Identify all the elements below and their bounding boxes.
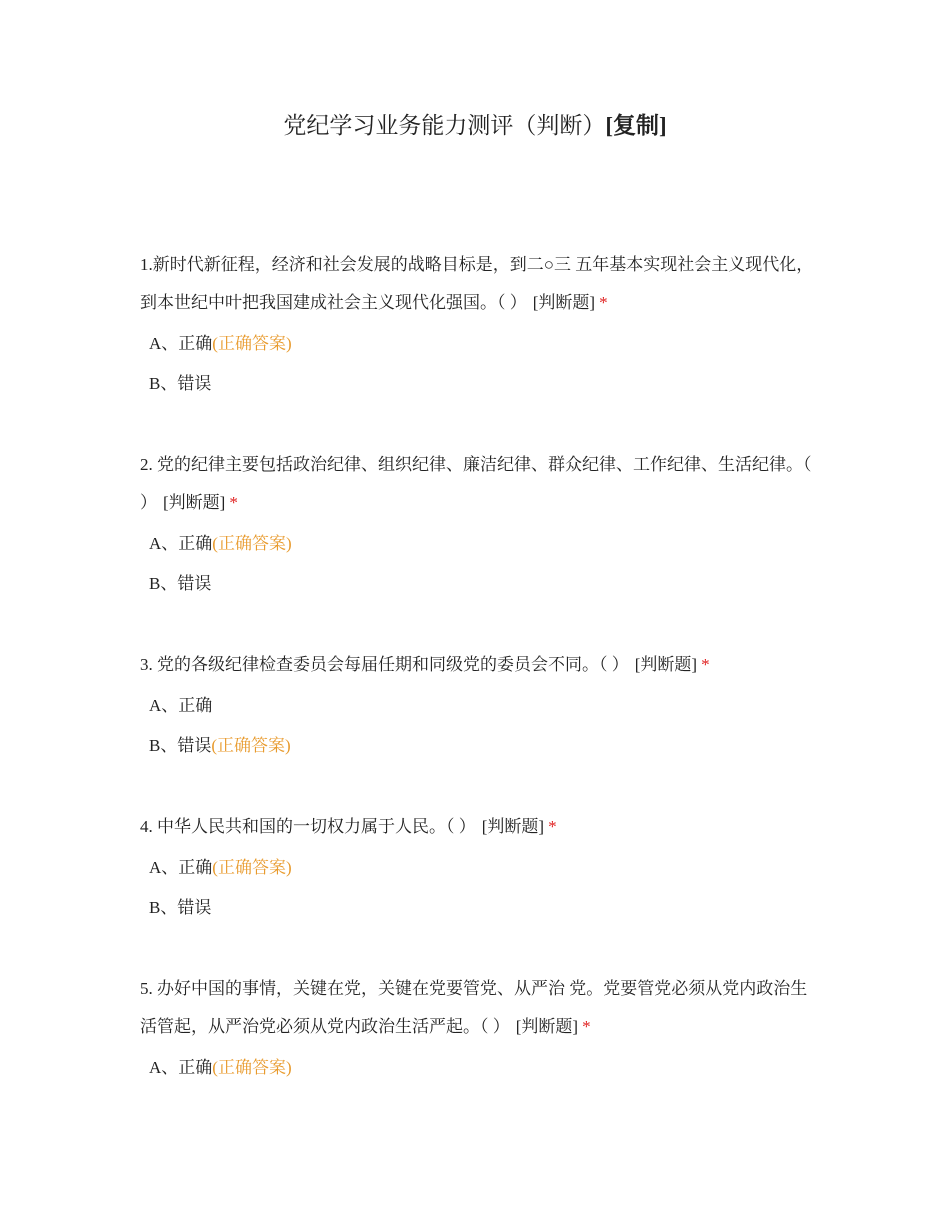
option-a[interactable] (140, 856, 820, 886)
copy-tag: [复制] (605, 113, 667, 138)
option-label: A、正确 (149, 858, 213, 877)
option-label: A、正确 (149, 696, 213, 715)
option-label: A、正确 (149, 334, 213, 353)
question-2 (140, 446, 820, 602)
question-1 (140, 246, 820, 402)
question-type-label: [判断题] (634, 655, 698, 674)
question-stem: 3. 党的各级纪律检查委员会每届任期和同级党的委员会不同。（ ） (140, 655, 629, 674)
question-text (140, 646, 820, 684)
question-text (140, 808, 820, 846)
question-stem: 2. 党的纪律主要包括政治纪律、组织纪律、廉洁纪律、群众纪律、工作纪律、生活纪律。（ ） (140, 455, 812, 512)
option-label: A、正确 (149, 1058, 213, 1077)
question-type-label: [判断题] (532, 293, 596, 312)
question-text (140, 446, 820, 522)
option-a[interactable] (140, 694, 820, 724)
option-a[interactable] (140, 332, 820, 362)
option-label: B、错误 (149, 898, 212, 917)
question-type-label: [判断题] (481, 817, 545, 836)
required-mark: * (599, 293, 608, 312)
option-label: A、正确 (149, 534, 213, 553)
question-type-label: [判断题] (163, 493, 226, 512)
option-b[interactable] (140, 572, 820, 602)
option-b[interactable] (140, 372, 820, 402)
required-mark: * (701, 655, 710, 674)
correct-answer-tag: (正确答案) (211, 736, 291, 755)
question-stem: 1.新时代新征程，经济和社会发展的战略目标是，到二○三 五年基本实现社会主义现代化，到本世纪中叶把我国建成社会主义现代化强国。（ ） (140, 255, 814, 312)
option-a[interactable] (140, 1056, 820, 1086)
question-text (140, 246, 820, 322)
question-stem: 5. 办好中国的事情，关键在党，关键在党要管党、从严治 党。党要管党必须从党内政治生活管起，从严治党必须从党内政治生活严起。（ ） (140, 979, 808, 1036)
question-stem: 4. 中华人民共和国的一切权力属于人民。（ ） (140, 817, 476, 836)
correct-answer-tag: (正确答案) (212, 534, 292, 553)
option-label: B、错误 (149, 374, 212, 393)
option-b[interactable] (140, 734, 820, 764)
page-title-text: 党纪学习业务能力测评（判断） (283, 113, 606, 138)
correct-answer-tag: (正确答案) (212, 858, 292, 877)
question-type-label: [判断题] (515, 1017, 579, 1036)
option-b[interactable] (140, 896, 820, 926)
correct-answer-tag: (正确答案) (212, 1058, 292, 1077)
question-3 (140, 646, 820, 764)
option-a[interactable] (140, 532, 820, 562)
correct-answer-tag: (正确答案) (212, 334, 292, 353)
question-5 (140, 970, 820, 1086)
option-label: B、错误 (149, 574, 212, 593)
required-mark: * (548, 817, 557, 836)
question-text (140, 970, 820, 1046)
required-mark: * (582, 1017, 591, 1036)
page-title (0, 108, 950, 144)
option-label: B、错误 (149, 736, 212, 755)
question-4 (140, 808, 820, 926)
required-mark: * (229, 493, 238, 512)
